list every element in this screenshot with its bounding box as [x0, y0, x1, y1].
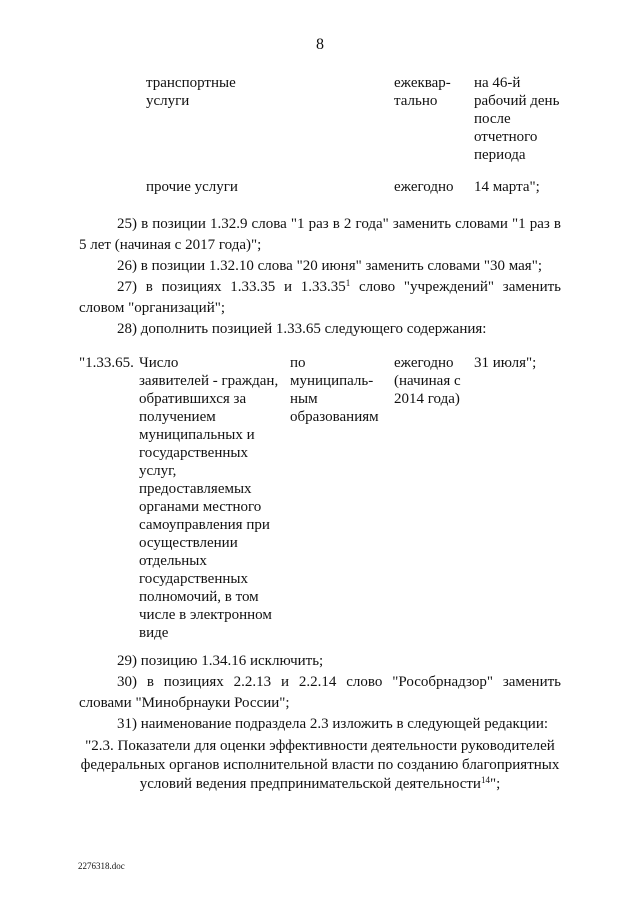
position-breakdown: по муниципаль- ным образованиям [290, 355, 379, 425]
row-other-deadline: 14 марта"; [474, 179, 540, 195]
item-29: 29) позицию 1.34.16 исключить; [117, 653, 324, 669]
item-25-line2: 5 лет (начиная с 2017 года)"; [79, 237, 262, 253]
page-number: 8 [316, 36, 324, 53]
item-30-line2: словами "Минобрнауки России"; [79, 695, 290, 711]
position-name: Число заявителей - граждан, обратившихся за получением муниципальных и государственных услуг, предоставляемых органами местного самоуправления при осуществлении отдельных государственных полномочий, в том числе в электронном виде [139, 355, 279, 641]
heading-2-3-line1: "2.3. Показатели для оценки эффективности деятельности руководителей [85, 738, 555, 754]
position-deadline: 31 июля"; [474, 355, 537, 371]
item-31: 31) наименование подраздела 2.3 изложить в следующей редакции: [117, 716, 549, 732]
heading-2-3-tail: "; [489, 776, 501, 792]
heading-2-3-sup: 14 [480, 775, 490, 785]
footer-doc-id: 2276318.doc [78, 861, 125, 871]
heading-2-3-line3 [79, 775, 561, 793]
row-transport-deadline: на 46-й рабочий день после отчетного периода [474, 75, 560, 163]
item-27-text-a: 27) в позициях 1.33.35 и 1.33.35 [117, 279, 346, 295]
item-30-line1: 30) в позициях 2.2.13 и 2.2.14 слово "Рособрнадзор" заменить [117, 674, 561, 690]
item-27-sup: 1 [345, 278, 351, 288]
heading-2-3-line3-text: условий ведения предпринимательской деятельности [139, 776, 481, 792]
item-27-line1 [117, 278, 561, 296]
item-27-text-b: слово "учреждений" заменить [350, 279, 561, 295]
row-other-frequency: ежегодно [394, 179, 454, 195]
heading-2-3-line2: федеральных органов исполнительной власти по созданию благоприятных [80, 757, 560, 773]
position-code: "1.33.65. [79, 355, 134, 371]
item-25-line1: 25) в позиции 1.32.9 слова "1 раз в 2 года" заменить словами "1 раз в [117, 216, 561, 232]
item-27-line2: словом "организаций"; [79, 300, 226, 316]
position-frequency: ежегодно (начиная с 2014 года) [394, 355, 461, 407]
row-other-name: прочие услуги [146, 179, 238, 195]
row-transport-frequency: ежеквар- тально [394, 75, 451, 109]
item-26: 26) в позиции 1.32.10 слова "20 июня" заменить словами "30 мая"; [117, 258, 542, 274]
item-28: 28) дополнить позицией 1.33.65 следующего содержания: [117, 321, 487, 337]
row-transport-name: транспортные услуги [146, 75, 236, 109]
